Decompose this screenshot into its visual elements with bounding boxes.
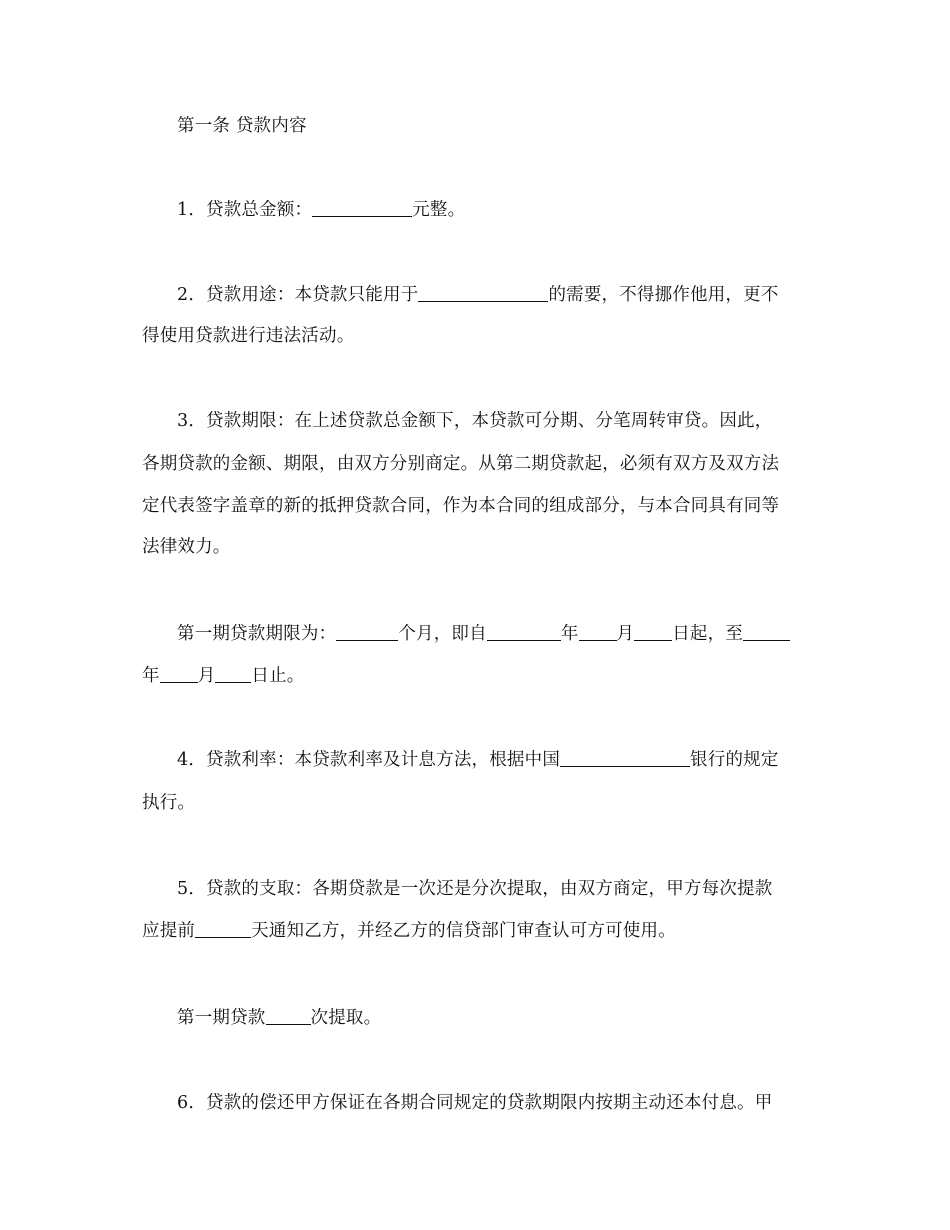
clause-3-line-1: 3．贷款期限：在上述贷款总金额下，本贷款可分期、分笔周转审贷。因此，: [177, 411, 773, 431]
blank-months[interactable]: [336, 622, 398, 641]
blank-bank-name[interactable]: [560, 748, 690, 767]
blank-start-month[interactable]: [579, 622, 617, 641]
clause-6-line-1: 6．贷款的偿还甲方保证在各期合同规定的贷款期限内按期主动还本付息。甲: [177, 1093, 773, 1113]
blank-loan-purpose[interactable]: [418, 283, 548, 302]
clause-4-line-2: 执行。: [142, 793, 196, 813]
blank-end-month[interactable]: [160, 664, 198, 683]
clause-3-line-3: 定代表签字盖章的新的抵押贷款合同，作为本合同的组成部分，与本合同具有同等: [142, 496, 780, 516]
blank-start-year[interactable]: [487, 622, 561, 641]
clause-2-line-2: 得使用贷款进行违法活动。: [142, 326, 355, 346]
clause-4-line-1: 4．贷款利率：本贷款利率及计息方法，根据中国 银行的规定: [177, 750, 779, 770]
first-draw-line: 第一期贷款 次提取。: [177, 1008, 382, 1028]
clause-1: 1．贷款总金额： 元整。: [177, 200, 466, 220]
first-period-line-1: 第一期贷款期限为： 个月，即自 年 月 日起，至: [177, 622, 790, 646]
first-period-line-2: 年 月 日止。: [142, 666, 305, 686]
blank-notice-days[interactable]: [195, 919, 251, 938]
blank-end-year-part[interactable]: [743, 622, 790, 641]
article-title: 第一条 贷款内容: [177, 116, 307, 136]
clause-2-line-1: 2．贷款用途：本贷款只能用于 的需要，不得挪作他用，更不: [177, 285, 779, 305]
blank-total-amount[interactable]: [312, 198, 412, 217]
blank-draw-times[interactable]: [266, 1006, 311, 1025]
clause-5-line-2: 应提前 天通知乙方，并经乙方的信贷部门审查认可方可使用。: [142, 921, 676, 941]
clause-3-line-4: 法律效力。: [142, 537, 231, 557]
clause-3-line-2: 各期贷款的金额、期限，由双方分别商定。从第二期贷款起，必须有双方及双方法: [142, 454, 780, 474]
blank-start-day[interactable]: [634, 622, 672, 641]
clause-5-line-1: 5．贷款的支取：各期贷款是一次还是分次提取，由双方商定，甲方每次提款: [177, 879, 773, 899]
blank-end-day[interactable]: [215, 664, 251, 683]
